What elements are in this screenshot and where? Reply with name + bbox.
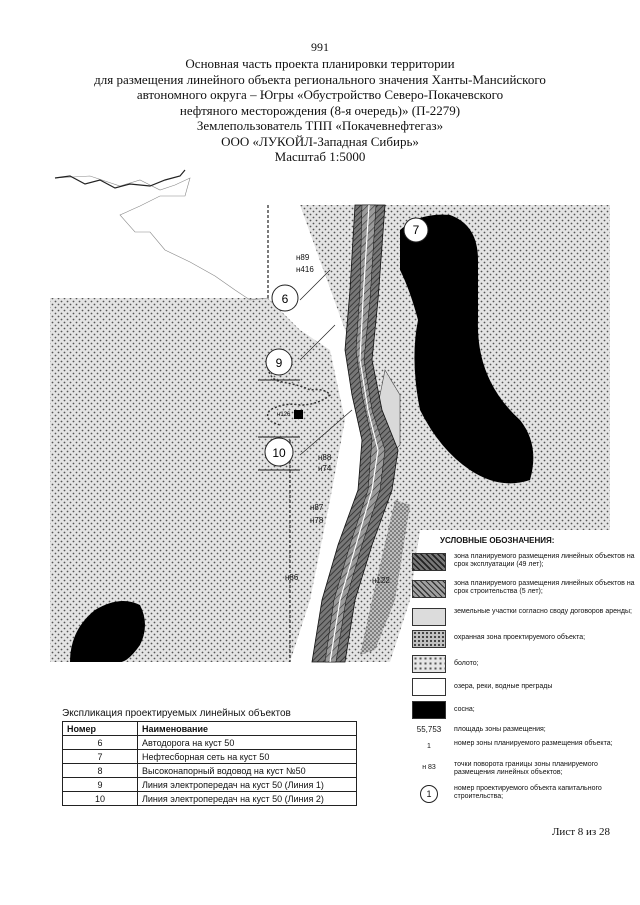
legend-title: УСЛОВНЫЕ ОБОЗНАЧЕНИЯ: (440, 536, 555, 545)
area-outline (55, 176, 268, 300)
title-line: Основная часть проекта планировки территории (185, 56, 455, 71)
object-name-cell: Автодорога на куст 50 (138, 736, 357, 750)
object-name-cell: Высоконапорный водовод на куст №50 (138, 764, 357, 778)
legend-swatch (412, 553, 446, 571)
legend-text: площадь зоны размещения; (454, 726, 546, 733)
point-label: н126 (277, 412, 291, 418)
point-label: н88 (318, 453, 332, 462)
object-number-cell: 9 (63, 778, 138, 792)
well-pad-marker (294, 410, 303, 419)
object-name-cell: Линия электропередач на куст 50 (Линия 2) (138, 792, 357, 806)
object-number: 7 (412, 223, 420, 237)
column-header: Наименование (138, 722, 357, 736)
point-label: н78 (310, 516, 324, 525)
table-row (63, 736, 357, 750)
table-row (63, 764, 357, 778)
object-number: 9 (275, 356, 283, 370)
leader-line (300, 270, 330, 300)
legend-text: номер зоны планируемого размещения объекта; (454, 740, 613, 747)
legend-text: озера, реки, водные преграды (454, 683, 553, 690)
legend-symbol: 1 (420, 785, 438, 803)
legend-text: сосна; (454, 706, 475, 713)
sheet-number: Лист 8 из 28 (551, 826, 610, 838)
legend-swatch (412, 630, 446, 648)
legend-text: точки поворота границы зоны планируемого размещения линейных объектов; (454, 761, 598, 776)
legend-swatch (412, 608, 446, 626)
table-row (63, 750, 357, 764)
legend-symbol: н 83 (422, 764, 436, 771)
legend-text: болото; (454, 660, 479, 667)
point-label: н74 (318, 464, 332, 473)
scale-label: Масштаб 1:5000 (274, 149, 366, 164)
object-number-cell: 10 (63, 792, 138, 806)
title-line: автономного округа – Югры «Обустройство Северо-Покачевского (136, 87, 504, 102)
swamp-area (50, 298, 345, 662)
object-number: 6 (281, 292, 289, 306)
legend-text: земельные участки согласно своду договоров аренды; (454, 608, 632, 615)
legend-swatch (412, 580, 446, 598)
point-label: н416 (296, 265, 314, 274)
table-row (63, 778, 357, 792)
object-name-cell: Нефтесборная сеть на куст 50 (138, 750, 357, 764)
title-line: Землепользователь ТПП «Покачевнефтегаз» (196, 118, 444, 133)
point-label: н122 (372, 576, 390, 585)
object-number-cell: 8 (63, 764, 138, 778)
object-number: 10 (272, 446, 286, 460)
page-number: 991 (311, 40, 329, 54)
explication-title: Экспликация проектируемых линейных объектов (62, 708, 291, 719)
table-row (63, 792, 357, 806)
document-title (40, 56, 600, 165)
explication-table (62, 721, 357, 806)
point-label: н87 (310, 503, 324, 512)
legend-swatch (412, 655, 446, 673)
legend-symbol: 1 (427, 743, 431, 750)
point-label: н86 (285, 573, 299, 582)
title-line: ООО «ЛУКОЙЛ-Западная Сибирь» (221, 133, 419, 149)
object-number-cell: 6 (63, 736, 138, 750)
column-header: Номер (63, 722, 138, 736)
legend-swatch (412, 701, 446, 719)
title-line: для размещения линейного объекта регионального значения Ханты-Мансийского (94, 71, 546, 87)
legend-text: охранная зона проектируемого объекта; (454, 634, 586, 641)
object-number-cell: 7 (63, 750, 138, 764)
legend-text: номер проектируемого объекта капитального строительства; (454, 785, 602, 800)
legend-symbol: 55,753 (416, 725, 442, 734)
legend-text: зона планируемого размещения линейных объектов на срок строительства (5 лет); (454, 580, 635, 595)
point-label: н89 (296, 253, 310, 262)
table-header-row (63, 722, 357, 736)
legend-text: зона планируемого размещения линейных объектов на срок эксплуатации (49 лет); (454, 553, 635, 568)
power-line-route (55, 170, 185, 188)
legend-swatch (412, 678, 446, 696)
title-line: нефтяного месторождения (8-я очередь)» (П-2279) (179, 102, 461, 118)
object-name-cell: Линия электропередач на куст 50 (Линия 1) (138, 778, 357, 792)
